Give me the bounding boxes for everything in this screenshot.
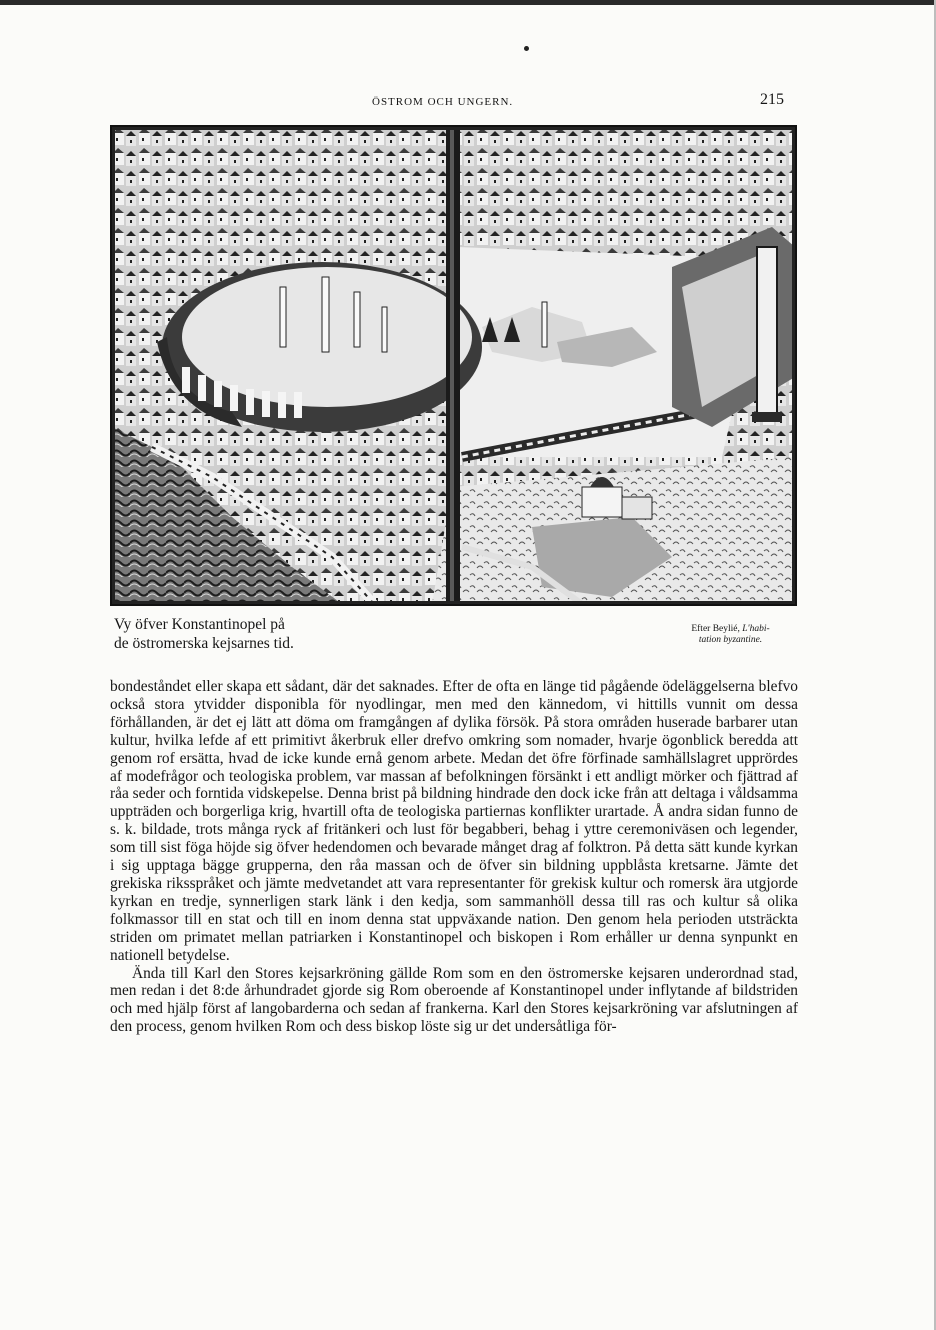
credit-title-part-2: tation byzantine. bbox=[698, 635, 763, 645]
constantinople-engraving bbox=[110, 125, 797, 606]
credit-prefix: Efter Beylié, bbox=[691, 624, 740, 634]
credit-title-part-1: L'habi- bbox=[742, 624, 770, 634]
scan-top-edge bbox=[0, 0, 936, 5]
paragraph-2: Ända till Karl den Stores kejsarkröning gällde Rom som en den östromerske kejsaren underordnad stad, men redan i det 8:de århundradet gjorde sig Rom oberoende af Konstantinopel under inflytande af bildstriden och med hjälp först af langobarderna och sedan af frankerna. Karl den Stores kejsarkröning var afslutningen af den process, genom hvilken Rom och dess biskop löste sig ur det undersåtliga för- bbox=[110, 964, 798, 1036]
paragraph-1: bondeståndet eller skapa ett sådant, där det saknades. Efter de ofta en länge tid pågående ödeläggelserna blefvo också stora ytvidder disponibla för nyodlingar, men med den kännedom, vi hittills vunnit om dessa förhållanden, är det ej lätt att döma om framgången af dylika försök. På stora områden huserade barbarer utan kultur, hvilka lefde af ett primitivt åkerbruk eller drefvo omkring som nomader, hvarje ögonblick beredda att genom rof ersätta, hvad de icke kunde ernå genom arbete. Medan det öfre förfinade samhällslagret upprördes af modefrågor och teologiska problem, var massan af befolkningen försänkt i ett andligt mörker och fjättrad af råa seder och forntida vidskepelse. Denna brist på bildning hindrade den dock icke från att deltaga i våldsamma uppträden och borgerliga krig, hvartill ofta de teologiska partiernas konflikter urartade. Å andra sidan funno de s. k. bildade, trots många ryck af fritänkeri och lust för begabberi, behag i yttre ceremoniväsen och legender, som till sist föga höjde sig öfver hedendomen och bevarade månget drag af folktron. På detta sätt kunde kyrkan i sig upptaga bägge grupperna, den råa massan och de öfver sin bildning uppblåsta kretsarne. Jämte det grekiska riksspråket och jämte medvetandet att vara representanter för grekisk kultur och romersk ära utgjorde kyrkan en tredje, synnerligen stark länk i den kedja, som sammanhöll dessa till ras och kultur så olika folkmassor till en stat och till en inom denna stat uppväxande nation. Den genom hela perioden utsträckta striden om primatet mellan patriarken i Konstantinopel och biskopen i Rom erhåller ur denna synpunkt en nationell betydelse. bbox=[110, 678, 798, 964]
ink-dot bbox=[524, 46, 529, 51]
running-title: ÖSTROM OCH UNGERN. bbox=[372, 96, 514, 108]
caption-line-1: Vy öfver Konstantinopel på bbox=[114, 616, 285, 633]
caption-line-2: de östromerska kejsarnes tid. bbox=[114, 635, 294, 652]
body-text bbox=[110, 678, 798, 1036]
page-number: 215 bbox=[760, 91, 784, 108]
figure-credit bbox=[668, 624, 793, 646]
figure-caption bbox=[114, 615, 294, 653]
